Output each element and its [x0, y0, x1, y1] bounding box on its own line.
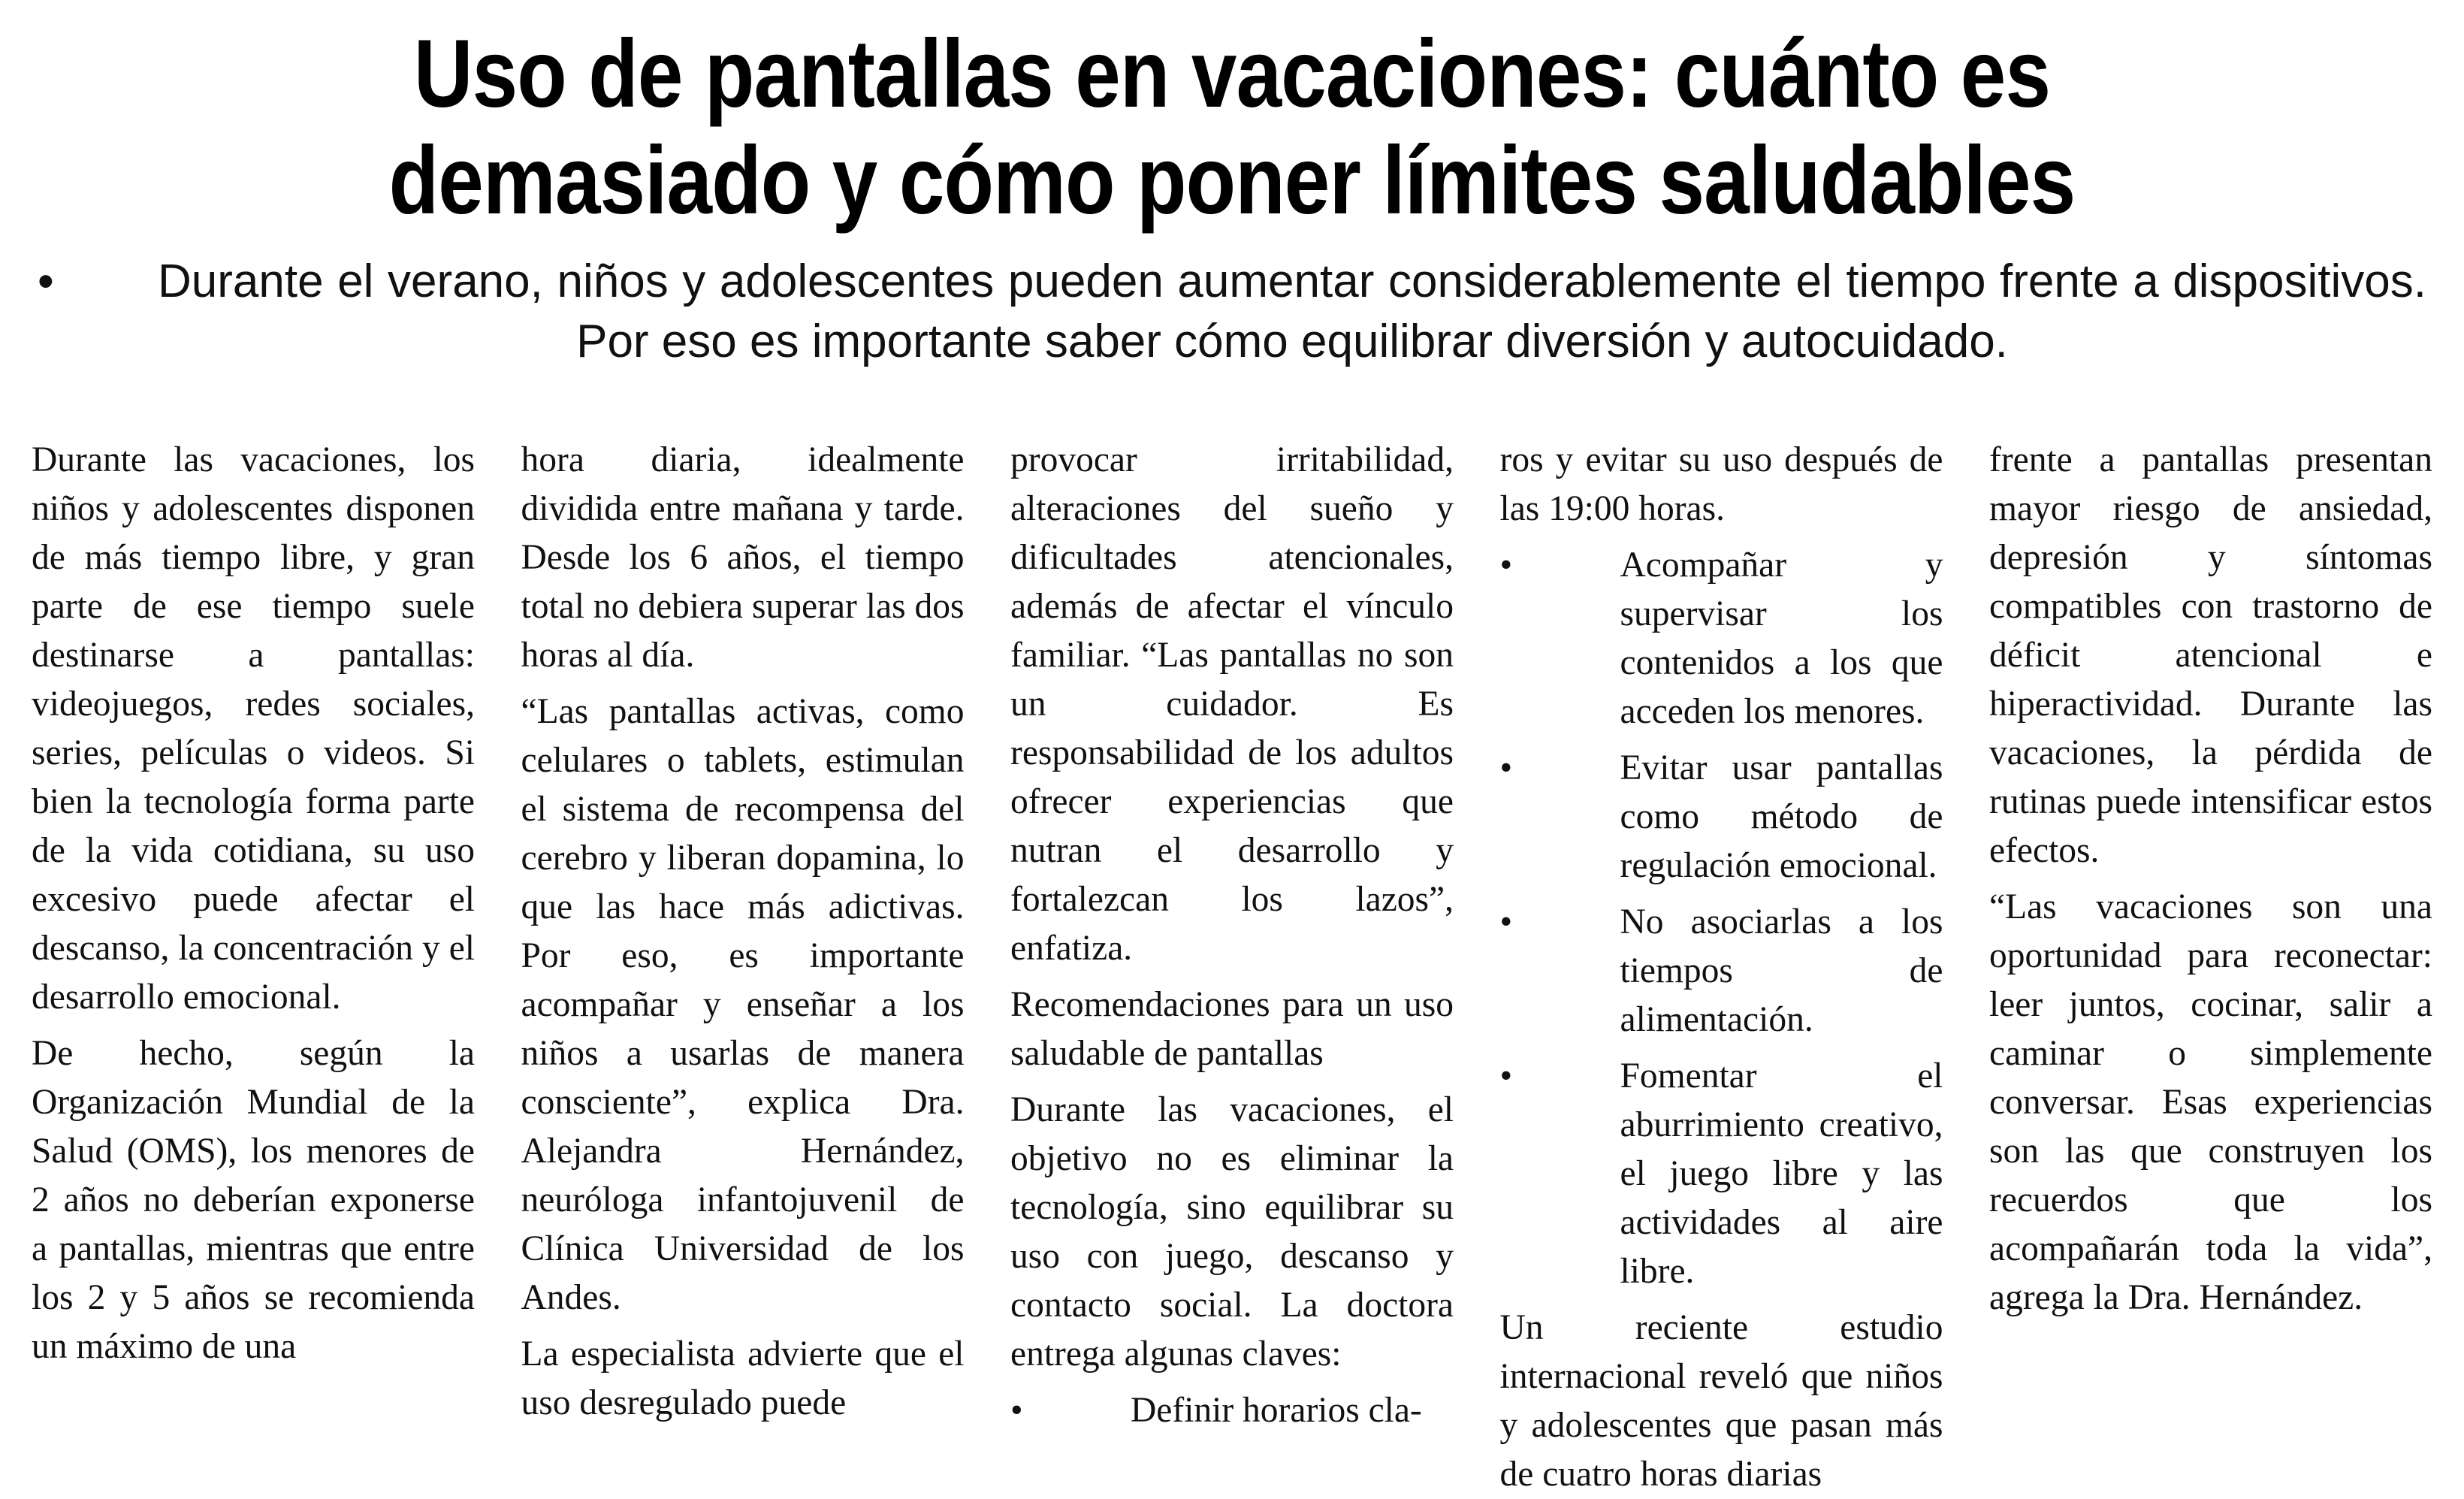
bullet-mark: •	[1499, 546, 1513, 585]
body-paragraph: Durante las vacaciones, el objetivo no es eliminar la tecnología, sino equilibrar su uso con juego, descanso y contacto social. La doctora entrega algunas claves:	[1010, 1090, 1454, 1374]
list-item	[1010, 1386, 1454, 1435]
bullet-text: Evitar usar pantallas como método de regulación emocional.	[1620, 748, 1943, 885]
bullet-text: Acompañar y supervisar los contenidos a los que acceden los menores.	[1620, 546, 1943, 731]
body-paragraph: hora diaria, idealmente dividida entre mañana y tarde. Desde los 6 años, el tiempo total no debiera superar las dos horas al día.	[521, 440, 965, 675]
deck-text: Durante el verano, niños y adolescentes pueden aumentar considerablemente el tiempo frente a dispositivos. Por eso es importante saber cómo equilibrar diversión y autocuidado.	[158, 255, 2426, 367]
body-paragraph: Recomendaciones para un uso saludable de pantallas	[1010, 985, 1454, 1073]
column-3	[1010, 436, 1454, 1430]
bullet-mark: •	[1499, 1056, 1513, 1096]
body-paragraph: “Las vacaciones son una oportunidad para reconectar: leer juntos, cocinar, salir a caminar o simplemente conversar. Esas experiencias son las que construyen los recuerdos que los acompañarán toda la vida”, agrega la Dra. Hernández.	[1989, 887, 2432, 1317]
bullet-text: Fomentar el aburrimiento creativo, el juego libre y las actividades al aire libre.	[1620, 1056, 1943, 1291]
body-paragraph: La especialista advierte que el uso desregulado puede	[521, 1334, 965, 1422]
column-4	[1499, 436, 1943, 1494]
list-item	[1500, 1052, 1943, 1296]
list-item	[1500, 898, 1943, 1044]
article-headline: Uso de pantallas en vacaciones: cuánto es demasiado y cómo poner límites saludables	[388, 20, 2076, 234]
bullet-text: Definir horarios cla-	[1131, 1391, 1422, 1430]
body-paragraph: ros y evitar su uso después de las 19:00 horas.	[1499, 440, 1943, 528]
article-deck	[38, 252, 2426, 372]
list-item	[1500, 744, 1943, 890]
column-1	[32, 436, 475, 1390]
bullet-mark: •	[1499, 902, 1513, 941]
body-paragraph: frente a pantallas presentan mayor riesgo de ansiedad, depresión y síntomas compatibles con trastorno de déficit atencional e hiperactividad. Durante las vacaciones, la pérdida de rutinas puede intensificar estos efectos.	[1989, 440, 2432, 870]
article-body	[32, 436, 2432, 1494]
body-paragraph: De hecho, según la Organización Mundial de la Salud (OMS), los menores de 2 años no deberían exponerse a pantallas, mientras que entre los 2 y 5 años se recomienda un máximo de una	[32, 1034, 475, 1366]
column-2	[521, 436, 965, 1422]
list-item	[1500, 541, 1943, 736]
bullet-mark: •	[1499, 748, 1513, 787]
body-paragraph: provocar irritabilidad, alteraciones del sueño y dificultades atencionales, además de afectar el vínculo familiar. “Las pantallas no son un cuidador. Es responsabilidad de los adultos ofrecer experiencias que nutran el desarrollo y fortalezcan los lazos”, enfatiza.	[1010, 440, 1454, 968]
deck-bullet-mark: •	[38, 255, 54, 307]
body-paragraph: Un reciente estudio internacional reveló que niños y adolescentes que pasan más de cuatro horas diarias	[1499, 1308, 1943, 1494]
bullet-text: No asociarlas a los tiempos de alimentación.	[1620, 902, 1943, 1039]
bullet-mark: •	[1010, 1391, 1023, 1430]
body-paragraph: “Las pantallas activas, como celulares o tablets, estimulan el sistema de recompensa del cerebro y liberan dopamina, lo que las hace más adictivas. Por eso, es importante acompañar y enseñar a los niños a usarlas de manera consciente”, explica Dra. Alejandra Hernández, neuróloga infantojuvenil de Clínica Universidad de los Andes.	[521, 692, 965, 1317]
body-paragraph: Durante las vacaciones, los niños y adolescentes disponen de más tiempo libre, y gran parte de ese tiempo suele destinarse a pantallas: videojuegos, redes sociales, series, películas o videos. Si bien la tecnología forma parte de la vida cotidiana, su uso excesivo puede afectar el descanso, la concentración y el desarrollo emocional.	[32, 440, 475, 1017]
column-5	[1989, 436, 2432, 1390]
